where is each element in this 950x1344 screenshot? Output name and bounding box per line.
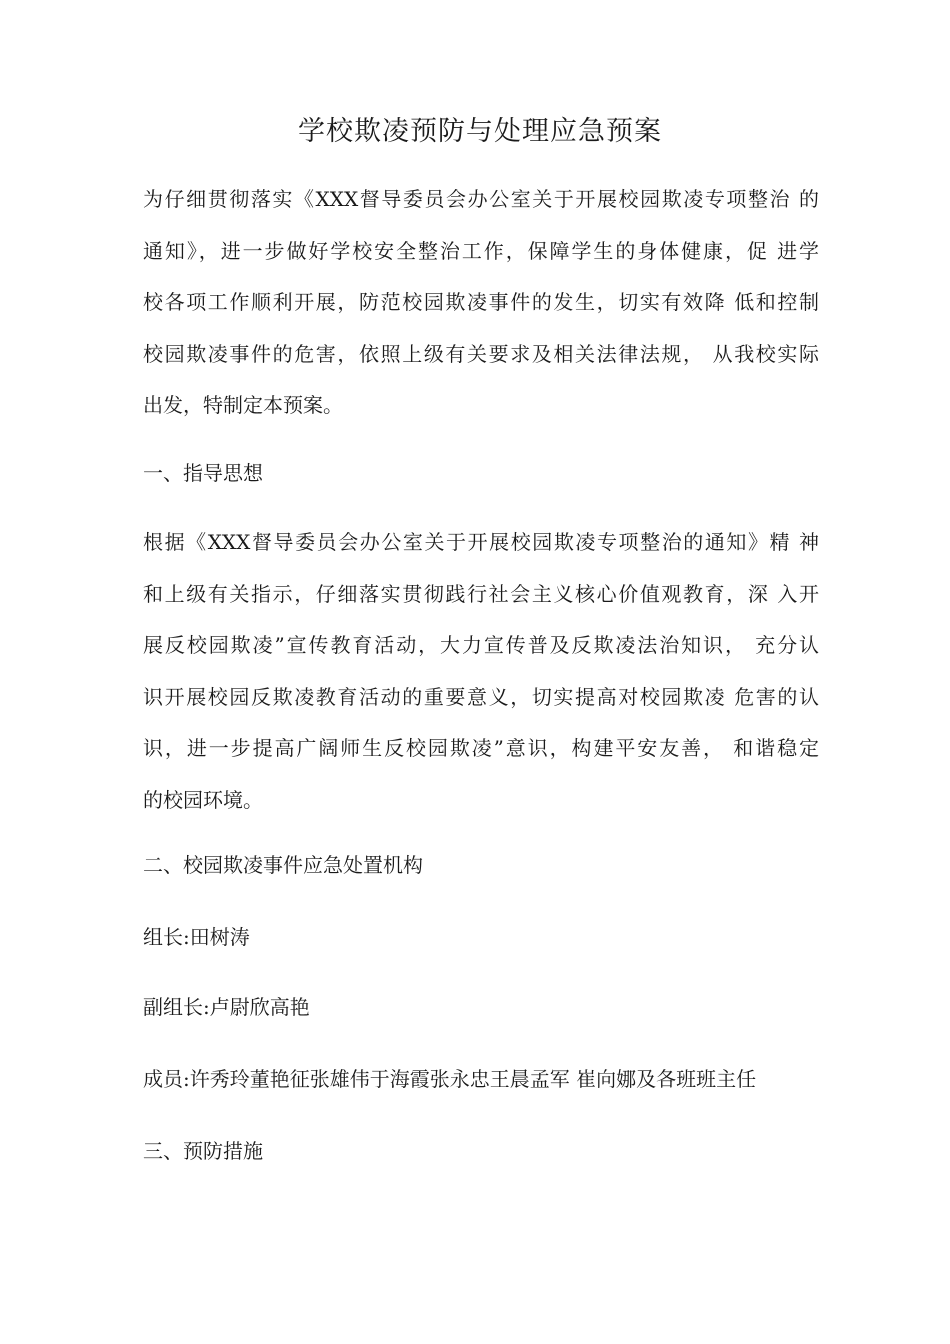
group-members: 成员:许秀玲董艳征张雄伟于海霞张永忠王晨孟军 崔向娜及各班班主任 (143, 1067, 757, 1091)
intro-line: 为仔细贯彻落实《XXX督导委员会办公室关于开展校园欺凌专项整治 的 (143, 187, 819, 211)
paragraph-line: 识，进一步提高广阔师生反校园欺凌”意识，构建平安友善， 和谐稳定 (143, 736, 819, 760)
paragraph-line: 识开展校园反欺凌教育活动的重要意义，切实提高对校园欺凌 危害的认 (143, 684, 819, 709)
paragraph-line: 和上级有关指示，仔细落实贯彻践行社会主义核心价值观教育，深 入开 (143, 581, 819, 606)
guiding-ideology-paragraph (143, 517, 819, 826)
paragraph-line: 根据《XXX督导委员会办公室关于开展校园欺凌专项整治的通知》精 神 (143, 530, 819, 554)
intro-line: 出发，特制定本预案。 (143, 393, 343, 417)
intro-paragraph (143, 174, 819, 432)
group-leader: 组长:田树涛 (143, 925, 250, 949)
intro-line: 通知》，进一步做好学校安全整治工作，保障学生的身体健康，促 进学 (143, 238, 819, 263)
intro-line: 校各项工作顺利开展，防范校园欺凌事件的发生，切实有效降 低和控制 (143, 290, 819, 314)
intro-line: 校园欺凌事件的危害，依照上级有关要求及相关法律法规， 从我校实际 (143, 341, 819, 366)
paragraph-line: 展反校园欺凌”宣传教育活动，大力宣传普及反欺凌法治知识， 充分认 (143, 633, 819, 657)
section-heading-guiding-ideology: 一、指导思想 (143, 461, 263, 485)
section-heading-prevention-measures: 三、预防措施 (143, 1139, 263, 1163)
paragraph-line: 的校园环境。 (143, 787, 263, 812)
deputy-group-leader: 副组长:卢尉欣高艳 (143, 995, 310, 1019)
document-title: 学校欺凌预防与处理应急预案 (298, 116, 662, 147)
section-heading-response-organization: 二、校园欺凌事件应急处置机构 (143, 853, 423, 877)
